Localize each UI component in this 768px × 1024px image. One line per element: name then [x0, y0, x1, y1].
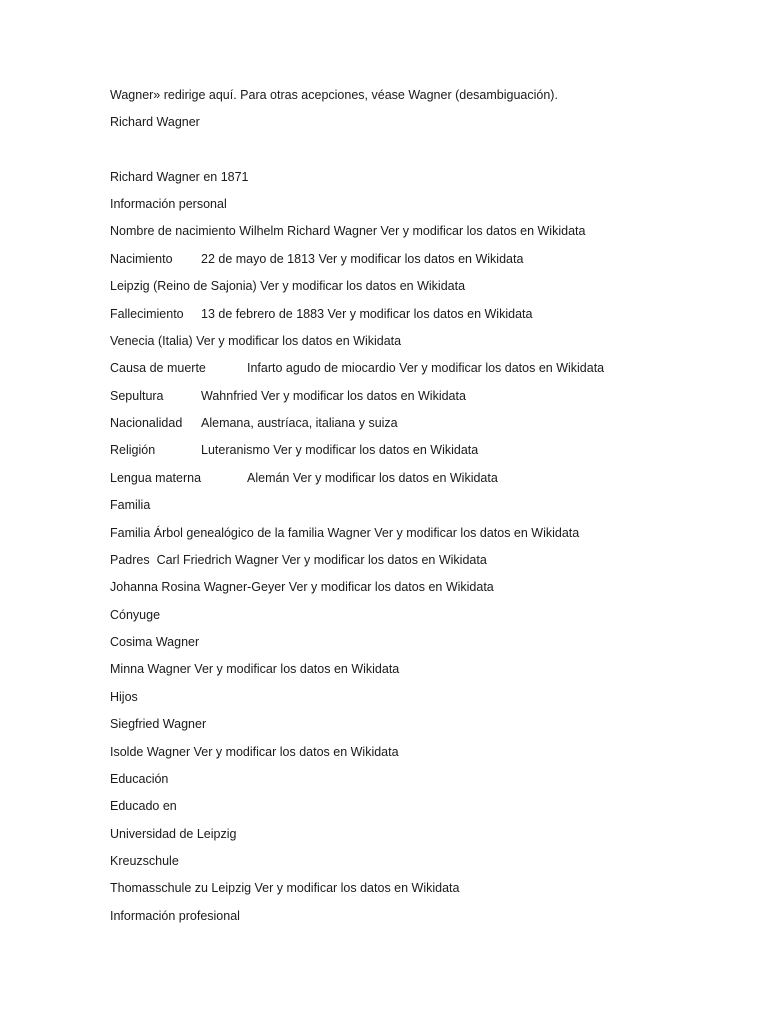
death-date-value: 13 de febrero de 1883 Ver y modificar los datos en Wikidata — [201, 307, 533, 321]
education-value: Kreuzschule — [110, 854, 179, 868]
row-nationality — [110, 415, 398, 431]
row-death — [110, 306, 532, 322]
cause-value: Infarto agudo de miocardio Ver y modificar los datos en Wikidata — [247, 361, 605, 375]
child-value: Isolde Wagner Ver y modificar los datos en Wikidata — [110, 745, 399, 759]
parents-label: Padres — [110, 553, 150, 567]
cause-label: Causa de muerte — [110, 361, 206, 375]
child-value: Siegfried Wagner — [110, 717, 207, 731]
spouse-label: Cónyuge — [110, 608, 161, 622]
section-heading-professional: Información profesional — [110, 909, 240, 923]
burial-label: Sepultura — [110, 389, 164, 403]
education-value: Universidad de Leipzig — [110, 827, 237, 841]
row-burial — [110, 388, 466, 404]
religion-label: Religión — [110, 443, 156, 457]
language-label: Lengua materna — [110, 471, 202, 485]
article-title: Richard Wagner — [110, 115, 200, 129]
birth-date-value: 22 de mayo de 1813 Ver y modificar los datos en Wikidata — [201, 252, 524, 266]
family-value: Árbol genealógico de la familia Wagner Ver y modificar los datos en Wikidata — [153, 526, 580, 540]
spouse-value: Minna Wagner Ver y modificar los datos en Wikidata — [110, 662, 400, 676]
nationality-label: Nacionalidad — [110, 416, 183, 430]
education-value: Thomasschule zu Leipzig Ver y modificar los datos en Wikidata — [110, 881, 460, 895]
row-birth-name — [110, 223, 585, 239]
death-place-value: Venecia (Italia) Ver y modificar los datos en Wikidata — [110, 334, 402, 348]
birth-name-value: Wilhelm Richard Wagner Ver y modificar los datos en Wikidata — [239, 224, 586, 238]
family-label: Familia — [110, 526, 151, 540]
burial-value: Wahnfried Ver y modificar los datos en Wikidata — [201, 389, 466, 403]
image-caption: Richard Wagner en 1871 — [110, 170, 249, 184]
birth-label: Nacimiento — [110, 252, 173, 266]
row-cause — [110, 360, 604, 376]
spouse-value: Cosima Wagner — [110, 635, 200, 649]
religion-value: Luteranismo Ver y modificar los datos en Wikidata — [201, 443, 479, 457]
row-language — [110, 470, 498, 486]
birth-name-label: Nombre de nacimiento — [110, 224, 236, 238]
parents-value: Johanna Rosina Wagner-Geyer Ver y modificar los datos en Wikidata — [110, 580, 494, 594]
language-value: Alemán Ver y modificar los datos en Wikidata — [247, 471, 498, 485]
section-heading-education: Educación — [110, 772, 169, 786]
section-heading-family: Familia — [110, 498, 151, 512]
children-label: Hijos — [110, 690, 138, 704]
death-label: Fallecimiento — [110, 307, 184, 321]
row-birth — [110, 251, 523, 267]
parents-value: Carl Friedrich Wagner Ver y modificar los datos en Wikidata — [156, 553, 487, 567]
educated-label: Educado en — [110, 799, 177, 813]
section-heading-personal: Información personal — [110, 197, 227, 211]
birth-place-value: Leipzig (Reino de Sajonia) Ver y modificar los datos en Wikidata — [110, 279, 466, 293]
row-religion — [110, 442, 478, 458]
nationality-value: Alemana, austríaca, italiana y suiza — [201, 416, 398, 430]
row-parents — [110, 552, 487, 568]
redirect-note: Wagner» redirige aquí. Para otras acepciones, véase Wagner (desambiguación). — [110, 88, 558, 102]
row-family — [110, 525, 579, 541]
